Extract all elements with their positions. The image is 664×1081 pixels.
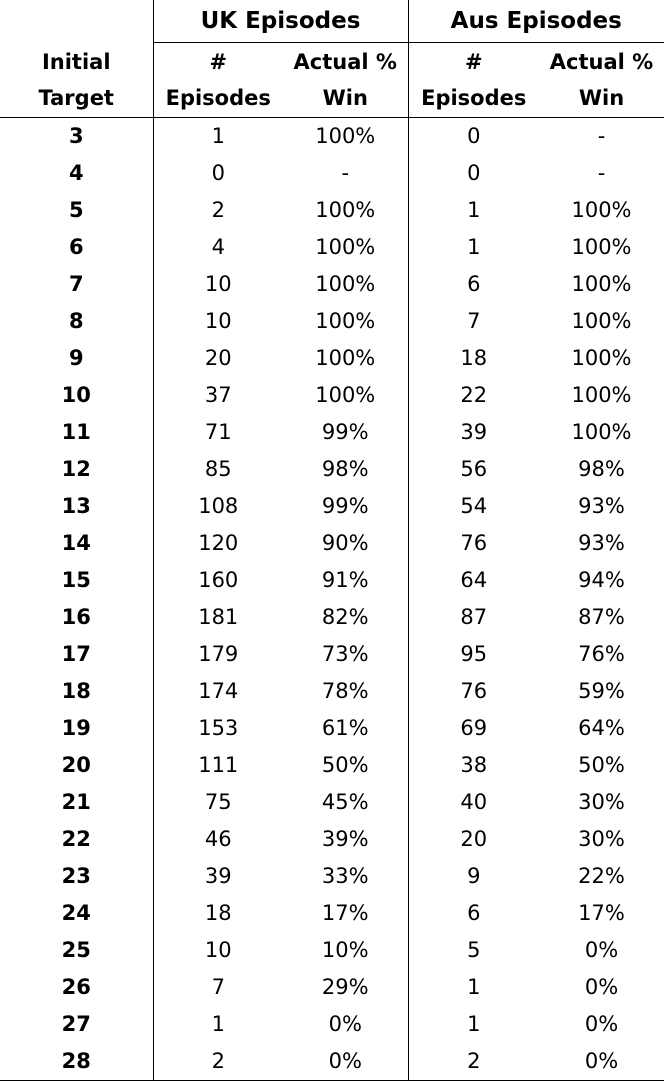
initial-target-cell: 14 — [0, 525, 153, 562]
aus-win-cell: 100% — [571, 383, 632, 407]
table-row — [0, 1006, 664, 1043]
uk-win-cell: 10% — [283, 932, 408, 969]
table-row — [0, 969, 664, 1006]
aus-win-header-line2: Win — [578, 86, 625, 110]
aus-episodes-cell: 6 — [467, 901, 481, 925]
table-row — [0, 1043, 664, 1081]
initial-target-cell: 15 — [0, 562, 153, 599]
uk-episodes-count-header-line2: Episodes — [165, 86, 271, 110]
uk-episodes-cell: 10 — [204, 272, 232, 296]
initial-target-cell: 13 — [0, 488, 153, 525]
table-row — [0, 414, 664, 451]
aus-episodes-cell: 5 — [467, 938, 481, 962]
aus-episodes-cell: 54 — [460, 494, 488, 518]
aus-episodes-cell: 1 — [467, 1012, 481, 1036]
table-row — [0, 266, 664, 303]
aus-episodes-header: Aus Episodes — [408, 0, 664, 43]
initial-target-cell: 12 — [0, 451, 153, 488]
aus-episodes-cell: 87 — [460, 605, 488, 629]
aus-episodes-cell: 2 — [408, 1043, 539, 1081]
aus-episodes-count-header-line1: # — [464, 50, 483, 74]
uk-win-cell: 90% — [283, 525, 408, 562]
initial-target-cell: 28 — [0, 1043, 153, 1081]
table-row — [0, 303, 664, 340]
table-row — [0, 599, 664, 636]
table-row — [0, 192, 664, 229]
column-header-row — [0, 43, 664, 118]
uk-win-cell: 0% — [283, 1043, 408, 1081]
uk-episodes-header: UK Episodes — [153, 0, 408, 43]
uk-episodes-cell: 0 — [211, 161, 225, 185]
table-row — [0, 710, 664, 747]
aus-episodes-cell: 1 — [467, 975, 481, 999]
uk-episodes-cell: 71 — [204, 420, 232, 444]
uk-episodes-cell: 39 — [204, 864, 232, 888]
initial-target-cell: 10 — [0, 377, 153, 414]
table-row — [0, 636, 664, 673]
initial-target-cell: 19 — [0, 710, 153, 747]
aus-win-cell: 100% — [571, 272, 632, 296]
aus-episodes-cell: 20 — [460, 827, 488, 851]
initial-target-cell: 20 — [0, 747, 153, 784]
table-row — [0, 562, 664, 599]
uk-episodes-cell: 46 — [204, 827, 232, 851]
initial-target-cell: 17 — [0, 636, 153, 673]
uk-win-cell: 100% — [283, 340, 408, 377]
aus-win-cell: 0% — [584, 1012, 619, 1036]
aus-episodes-cell: 40 — [460, 790, 488, 814]
aus-win-header-line1: Actual % — [549, 50, 654, 74]
uk-win-cell: 100% — [283, 118, 408, 156]
uk-win-cell: 82% — [283, 599, 408, 636]
aus-episodes-cell: 95 — [460, 642, 488, 666]
aus-win-cell: 0% — [584, 975, 619, 999]
table-row — [0, 747, 664, 784]
uk-episodes-cell: 10 — [204, 938, 232, 962]
aus-win-cell: - — [597, 124, 606, 148]
uk-win-cell: 73% — [283, 636, 408, 673]
uk-episodes-cell: 75 — [204, 790, 232, 814]
uk-win-cell: 98% — [283, 451, 408, 488]
table-row — [0, 895, 664, 932]
aus-win-cell: 17% — [578, 901, 625, 925]
table-row — [0, 932, 664, 969]
aus-episodes-cell: 38 — [460, 753, 488, 777]
aus-episodes-cell: 0 — [467, 124, 481, 148]
initial-target-cell: 24 — [0, 895, 153, 932]
aus-win-cell: 93% — [578, 494, 625, 518]
aus-win-cell: 76% — [578, 642, 625, 666]
uk-win-cell: 100% — [283, 192, 408, 229]
initial-target-cell: 4 — [0, 155, 153, 192]
uk-episodes-cell: 10 — [204, 309, 232, 333]
uk-win-cell: 78% — [283, 673, 408, 710]
uk-win-cell: 91% — [283, 562, 408, 599]
uk-episodes-cell: 179 — [198, 642, 239, 666]
uk-win-cell: 100% — [283, 229, 408, 266]
uk-episodes-cell: 1 — [211, 1012, 225, 1036]
uk-win-cell: 45% — [283, 784, 408, 821]
uk-win-cell: 50% — [283, 747, 408, 784]
aus-episodes-cell: 1 — [467, 198, 481, 222]
table-row — [0, 784, 664, 821]
aus-episodes-cell: 7 — [467, 309, 481, 333]
uk-episodes-cell: 153 — [198, 716, 239, 740]
aus-episodes-cell: 69 — [460, 716, 488, 740]
initial-target-cell: 25 — [0, 932, 153, 969]
aus-episodes-cell: 22 — [460, 383, 488, 407]
initial-target-cell: 22 — [0, 821, 153, 858]
aus-episodes-cell: 9 — [467, 864, 481, 888]
aus-episodes-cell: 6 — [467, 272, 481, 296]
uk-win-cell: 99% — [283, 488, 408, 525]
initial-target-cell: 21 — [0, 784, 153, 821]
uk-episodes-cell: 2 — [153, 1043, 283, 1081]
uk-episodes-cell: 7 — [211, 975, 225, 999]
uk-episodes-count-header-line1: # — [209, 50, 228, 74]
initial-target-header-line1: Initial — [41, 49, 111, 74]
table-row — [0, 340, 664, 377]
uk-win-cell: 33% — [283, 858, 408, 895]
uk-win-header-line2: Win — [322, 86, 368, 110]
uk-episodes-cell: 181 — [198, 605, 239, 629]
initial-target-cell: 26 — [0, 969, 153, 1006]
uk-episodes-cell: 2 — [211, 198, 225, 222]
table-row — [0, 451, 664, 488]
initial-target-cell: 18 — [0, 673, 153, 710]
table-row — [0, 525, 664, 562]
initial-target-cell: 9 — [0, 340, 153, 377]
initial-target-cell: 23 — [0, 858, 153, 895]
initial-target-cell: 5 — [0, 192, 153, 229]
table-body — [0, 118, 664, 1081]
aus-episodes-cell: 76 — [460, 679, 488, 703]
uk-win-cell: 100% — [283, 266, 408, 303]
uk-win-header — [283, 43, 408, 118]
aus-win-cell: 87% — [578, 605, 625, 629]
aus-win-cell: 64% — [578, 716, 625, 740]
uk-episodes-cell: 37 — [204, 383, 232, 407]
aus-win-cell: - — [597, 161, 606, 185]
aus-win-cell: 100% — [571, 198, 632, 222]
aus-win-cell: 100% — [571, 346, 632, 370]
aus-win-cell: 93% — [578, 531, 625, 555]
aus-episodes-cell: 18 — [460, 346, 488, 370]
uk-episodes-cell: 111 — [198, 753, 239, 777]
initial-target-cell: 27 — [0, 1006, 153, 1043]
uk-episodes-cell: 18 — [204, 901, 232, 925]
uk-win-cell: 0% — [283, 1006, 408, 1043]
table-row — [0, 673, 664, 710]
uk-win-cell: 39% — [283, 821, 408, 858]
table-row — [0, 821, 664, 858]
initial-target-cell: 8 — [0, 303, 153, 340]
empty-corner-cell — [0, 0, 153, 43]
group-header-row — [0, 0, 664, 43]
aus-episodes-cell: 64 — [460, 568, 488, 592]
uk-win-cell: 17% — [283, 895, 408, 932]
uk-episodes-cell: 108 — [198, 494, 239, 518]
aus-win-cell: 100% — [571, 420, 632, 444]
aus-episodes-cell: 56 — [460, 457, 488, 481]
aus-win-cell: 100% — [571, 309, 632, 333]
aus-win-cell: 30% — [578, 827, 625, 851]
table-row — [0, 488, 664, 525]
uk-episodes-cell: 20 — [204, 346, 232, 370]
uk-episodes-cell: 1 — [211, 124, 225, 148]
uk-episodes-cell: 120 — [198, 531, 239, 555]
initial-target-cell: 7 — [0, 266, 153, 303]
aus-win-cell: 0% — [539, 1043, 664, 1081]
aus-win-cell: 94% — [578, 568, 625, 592]
uk-episodes-cell: 85 — [204, 457, 232, 481]
aus-episodes-cell: 76 — [460, 531, 488, 555]
uk-episodes-cell: 160 — [198, 568, 239, 592]
uk-win-cell: - — [283, 155, 408, 192]
table-row — [0, 858, 664, 895]
uk-win-cell: 99% — [283, 414, 408, 451]
initial-target-cell: 16 — [0, 599, 153, 636]
aus-episodes-cell: 0 — [467, 161, 481, 185]
initial-target-header — [0, 43, 153, 118]
aus-episodes-count-header-line2: Episodes — [421, 86, 527, 110]
initial-target-header-line2: Target — [38, 85, 114, 110]
aus-win-cell: 30% — [578, 790, 625, 814]
uk-win-cell: 100% — [283, 303, 408, 340]
uk-episodes-cell: 4 — [211, 235, 225, 259]
aus-win-cell: 100% — [571, 235, 632, 259]
aus-win-header — [539, 43, 664, 118]
aus-win-cell: 0% — [584, 938, 619, 962]
table-row — [0, 229, 664, 266]
uk-episodes-count-header — [153, 43, 283, 118]
uk-win-cell: 29% — [283, 969, 408, 1006]
aus-win-cell: 22% — [578, 864, 625, 888]
table-row — [0, 118, 664, 156]
uk-episodes-cell: 174 — [198, 679, 239, 703]
aus-episodes-cell: 1 — [467, 235, 481, 259]
initial-target-cell: 3 — [0, 118, 153, 156]
table-row — [0, 155, 664, 192]
uk-win-cell: 61% — [283, 710, 408, 747]
table-row — [0, 377, 664, 414]
aus-win-cell: 98% — [578, 457, 625, 481]
initial-target-cell: 11 — [0, 414, 153, 451]
uk-win-header-line1: Actual % — [293, 50, 397, 74]
aus-episodes-count-header — [408, 43, 539, 118]
aus-win-cell: 50% — [578, 753, 625, 777]
aus-win-cell: 59% — [578, 679, 625, 703]
aus-episodes-cell: 39 — [460, 420, 488, 444]
initial-target-cell: 6 — [0, 229, 153, 266]
uk-win-cell: 100% — [283, 377, 408, 414]
